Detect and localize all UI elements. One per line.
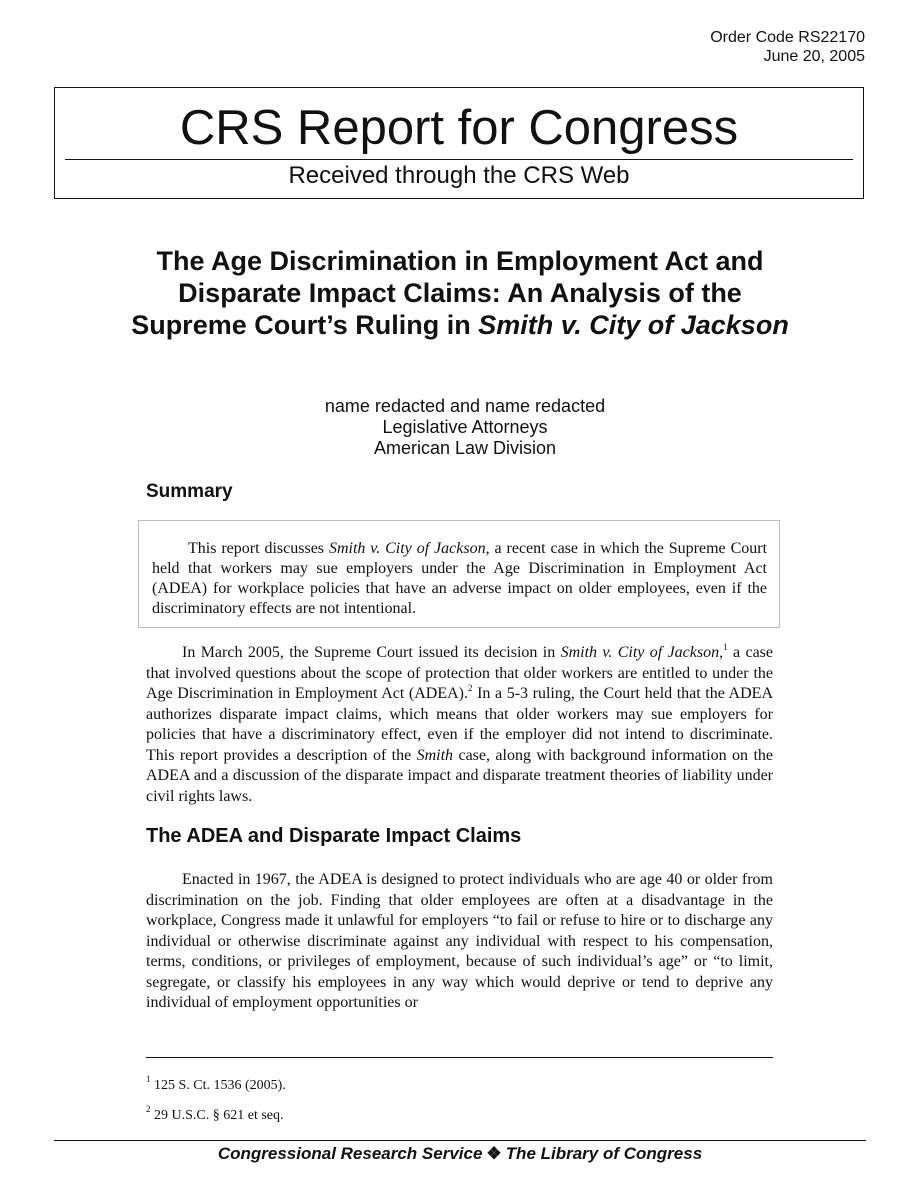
report-date: June 20, 2005 [763,48,865,65]
report-title-text: The Age Discrimination in Employment Act and Disparate Impact Claims: An Analysis of the Supreme Court’s Ruling in [131,246,764,340]
banner-divider [65,159,853,160]
intro-text: case, along with background information on the ADEA and a discussion of the disparate impact and disparate treatment theories of liability under civil rights laws. [146,746,773,805]
report-title [130,245,790,341]
intro-case-short: Smith [416,746,454,764]
intro-text: a case that involved questions about the scope of protection that older workers are entitled to under the Age Discrimination in Employment Act (ADEA). [146,644,774,702]
footnote-text: 29 U.S.C. § 621 et seq. [150,1108,284,1123]
intro-text: In a 5-3 ruling, the Court held that the ADEA authorizes disparate impact claims, which means that older workers may sue employers for policies that have a discriminatory effect, even if the employer did not intend to discriminate. This report provides a description of the [146,685,773,764]
banner-subtitle: Received through the CRS Web [288,162,630,189]
banner-title: CRS Report for Congress [179,101,739,155]
summary-text-part: This report discusses [188,540,329,557]
page-footer [0,1144,920,1164]
footer-loc: The Library of Congress [505,1144,703,1163]
order-info [710,28,865,66]
footer-crs: Congressional Research Service [217,1144,483,1163]
intro-text: In March 2005, the Supreme Court issued its decision in [182,644,561,661]
section-heading: The ADEA and Disparate Impact Claims [146,825,522,847]
report-banner [54,87,864,199]
footnote-number: 1 [146,1074,151,1084]
author-division: American Law Division [373,438,557,458]
footnote-number: 2 [146,1104,151,1114]
footnote-2 [146,1104,284,1124]
summary-case-name: Smith v. City of Jackson [328,540,486,557]
intro-paragraph [146,643,773,807]
author-names: name redacted and name redacted [324,396,606,416]
footnote-divider [146,1057,773,1058]
intro-text: , [719,644,724,661]
summary-text-part: , a recent case in which the Supreme Court held that workers may sue employers under the Age Discrimination in Employment Act (ADEA) for workplace policies that have an adverse impact on older employees, even if the discriminatory effects are not intentional. [152,540,768,617]
order-code: Order Code RS22170 [710,29,865,46]
footnote-ref-1: 1 [723,642,728,652]
footnote-ref-2: 2 [468,683,473,693]
intro-case-name: Smith v. City of Jackson [560,644,720,661]
summary-text [152,539,767,619]
summary-heading: Summary [146,481,233,502]
author-block [0,396,920,459]
diamond-icon: ❖ [486,1144,502,1163]
footnote-1 [146,1074,286,1094]
summary-box [138,520,780,628]
section-paragraph: Enacted in 1967, the ADEA is designed to protect individuals who are age 40 or older from discrimination on the job. Finding that older employees are often at a disadvantage in the workplace, Congress made it unlawful for employers “to fail or refuse to hire or to discharge any individual or otherwise discriminate against any individual with respect to his compensation, terms, conditions, or privileges of employment, because of such individual’s age” or “to limit, segregate, or classify his employees in any way which would deprive or tend to deprive any individual of employment opportunities or [146,871,773,1011]
report-title-case: Smith v. City of Jackson [478,310,789,340]
author-role: Legislative Attorneys [382,417,548,437]
footnote-text: 125 S. Ct. 1536 (2005). [150,1078,286,1093]
footer-divider [54,1140,866,1141]
